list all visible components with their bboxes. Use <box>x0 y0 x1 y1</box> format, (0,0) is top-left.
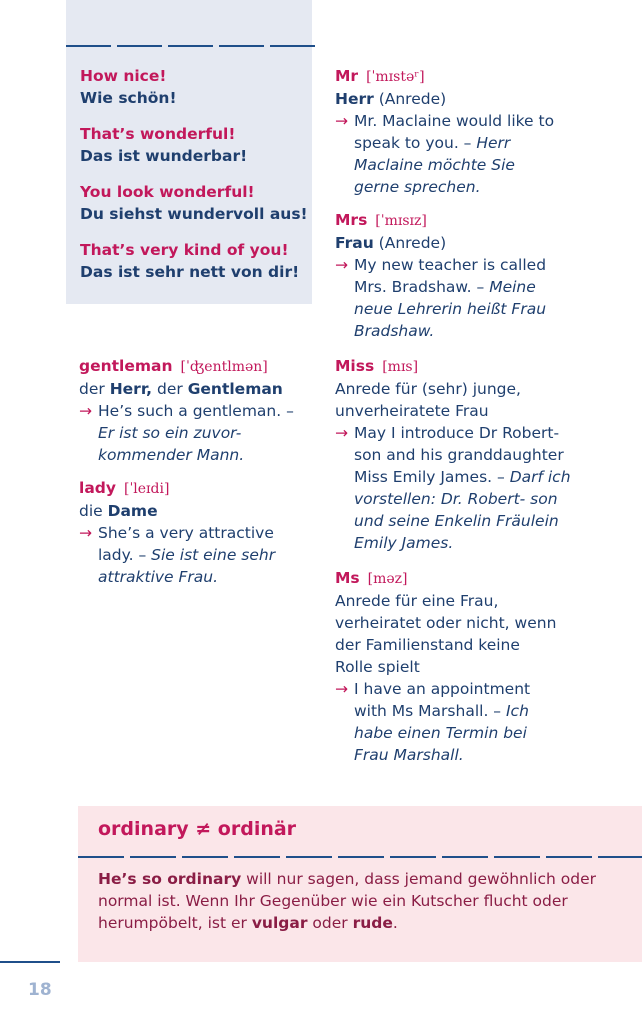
example: → Mr. Maclaine would like to speak to you. – Herr Maclaine möchte Sie gerne sprechen. <box>335 112 555 196</box>
phrase-de: Du siehst wundervoll aus! <box>80 205 308 223</box>
headword: Ms <box>335 569 360 587</box>
entry-gentleman <box>79 355 304 466</box>
arrow-right-icon: → <box>335 424 348 442</box>
arrow-right-icon: → <box>335 256 348 274</box>
phrase-item <box>80 181 310 225</box>
pronunciation: [mɪs] <box>382 359 419 375</box>
phrase-box <box>66 0 312 304</box>
phrase-en: How nice! <box>80 67 167 85</box>
phrase-en: You look wonderful! <box>80 183 255 201</box>
example: → He’s such a gentleman. – Er ist so ein zuvor- kommender Mann. <box>79 402 294 464</box>
dashed-rule <box>66 45 315 47</box>
arrow-right-icon: → <box>79 524 92 542</box>
translation: Anrede für (sehr) junge, unverheiratete Frau <box>335 380 521 420</box>
entry-ms <box>335 567 560 766</box>
phrase-item <box>80 123 310 167</box>
note-text: He’s so ordinary will nur sagen, dass jemand gewöhnlich oder normal ist. Wenn Ihr Gegenüber wie ein Kutscher flucht oder herumpöbelt, ist er vulgar oder rude. <box>98 870 596 932</box>
page-rule <box>0 961 60 963</box>
example: → May I introduce Dr Robert- son and his granddaughter Miss Emily James. – Darf ich vorstellen: Dr. Robert- son und seine Enkelin Fräulein Emily James. <box>335 424 571 552</box>
false-friend-note <box>78 806 642 962</box>
phrase-item <box>80 65 310 109</box>
entry-lady <box>79 477 304 588</box>
phrase-en: That’s wonderful! <box>80 125 236 143</box>
pronunciation: [ˈleɪdi] <box>123 481 170 497</box>
translation: Anrede für eine Frau, verheiratet oder nicht, wenn der Familienstand keine Rolle spielt <box>335 592 557 676</box>
phrase-list <box>80 65 310 297</box>
pronunciation: [ˈʤentlmən] <box>180 359 268 375</box>
arrow-right-icon: → <box>335 112 348 130</box>
phrase-de: Das ist wunderbar! <box>80 147 248 165</box>
headword: Mr <box>335 67 359 85</box>
phrase-de: Das ist sehr nett von dir! <box>80 263 300 281</box>
example: → My new teacher is called Mrs. Bradshaw. – Meine neue Lehrerin heißt Frau Bradshaw. <box>335 256 547 340</box>
phrase-item <box>80 239 310 283</box>
entry-mrs <box>335 209 560 342</box>
translation: Frau (Anrede) <box>335 234 447 252</box>
headword: gentleman <box>79 357 173 375</box>
page-number: 18 <box>28 980 52 1000</box>
translation: Herr (Anrede) <box>335 90 447 108</box>
entry-mr <box>335 65 560 198</box>
example: → She’s a very attractive lady. – Sie ist eine sehr attraktive Frau. <box>79 524 276 586</box>
translation: der Herr, der Gentleman <box>79 380 283 398</box>
dashed-rule <box>78 856 642 858</box>
arrow-right-icon: → <box>335 680 348 698</box>
pronunciation: [ˈmɪsɪz] <box>375 213 427 229</box>
headword: Miss <box>335 357 375 375</box>
note-title: ordinary ≠ ordinär <box>98 818 297 840</box>
entry-miss <box>335 355 575 554</box>
translation: die Dame <box>79 502 158 520</box>
phrase-de: Wie schön! <box>80 89 177 107</box>
example: → I have an appointment with Ms Marshall. – Ich habe einen Termin bei Frau Marshall. <box>335 680 531 764</box>
phrase-en: That’s very kind of you! <box>80 241 289 259</box>
headword: lady <box>79 479 116 497</box>
pronunciation: [məz] <box>367 571 408 587</box>
pronunciation: [ˈmɪstəʳ] <box>366 69 425 85</box>
headword: Mrs <box>335 211 368 229</box>
arrow-right-icon: → <box>79 402 92 420</box>
